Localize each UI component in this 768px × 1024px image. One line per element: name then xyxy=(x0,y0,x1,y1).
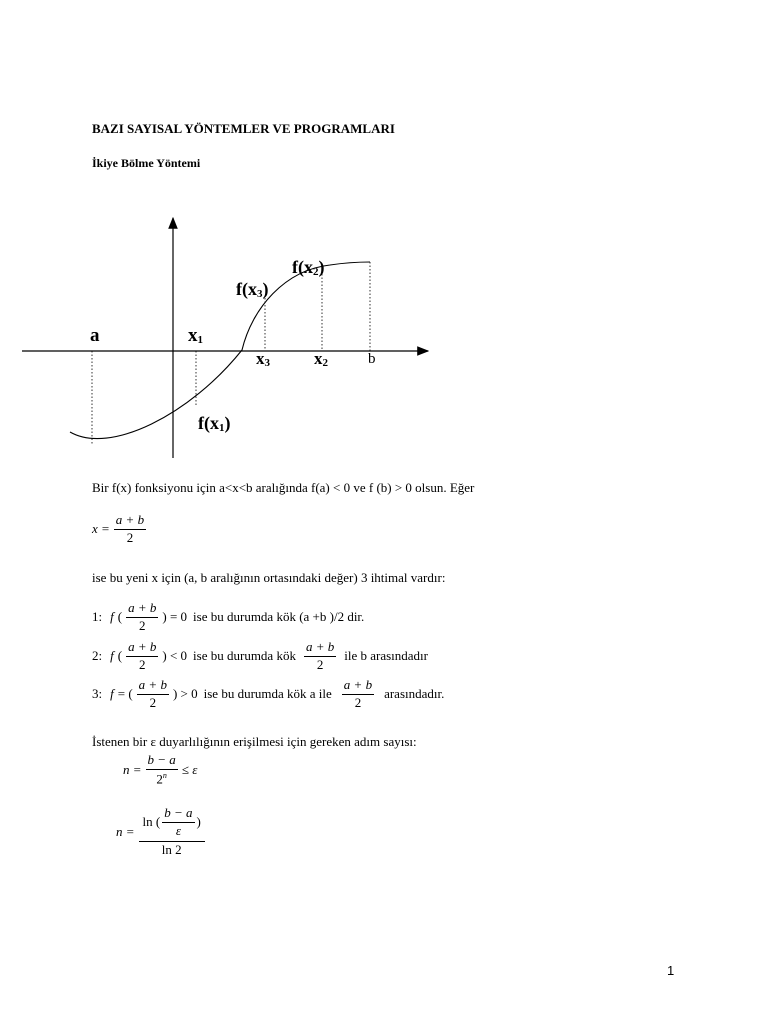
case-3-rel: ) > 0 xyxy=(172,686,198,702)
formula-n1 xyxy=(123,753,197,787)
case-2-frac-num: a + b xyxy=(304,640,336,657)
label-x2: x2 xyxy=(314,349,328,369)
case-3 xyxy=(92,678,444,711)
formula-n1-lhs: n = xyxy=(123,762,142,778)
formula-n2-bottom: ln 2 xyxy=(161,841,182,857)
case-3-den: 2 xyxy=(149,694,157,710)
case-2-text: ise bu durumda kök xyxy=(193,648,296,664)
label-x3: x3 xyxy=(256,349,270,369)
formula-x xyxy=(92,513,146,546)
function-curve xyxy=(70,262,370,439)
formula-n2-num: b − a xyxy=(162,806,194,823)
formula-n1-rel: ≤ ε xyxy=(181,762,198,778)
case-2-rel: ) < 0 xyxy=(162,648,188,664)
bisection-figure xyxy=(0,200,460,470)
formula-n1-num: b − a xyxy=(146,753,178,770)
case-1-rel: ) = 0 xyxy=(162,609,188,625)
formula-n1-den: 2 xyxy=(156,771,163,787)
formula-n2-den: ε xyxy=(175,822,181,838)
case-3-num: a + b xyxy=(137,678,169,695)
formula-n2-ln: ln ( xyxy=(142,813,161,829)
formula-x-lhs: x = xyxy=(92,521,110,537)
section-title: İkiye Bölme Yöntemi xyxy=(92,156,201,170)
formula-x-num: a + b xyxy=(114,513,146,530)
case-3-frac-num: a + b xyxy=(342,678,374,695)
formula-x-den: 2 xyxy=(126,529,134,545)
case-2-open: ( xyxy=(117,648,123,664)
case-1-text: ise bu durumda kök (a +b )/2 dir. xyxy=(193,609,365,625)
intro-paragraph: Bir f(x) fonksiyonu için a<x<b aralığında f(a) < 0 ve f (b) > 0 olsun. Eğer xyxy=(92,480,475,495)
case-1-open: ( xyxy=(117,609,123,625)
case-2-frac-den: 2 xyxy=(316,656,324,672)
label-fx1: f(x1) xyxy=(198,413,231,434)
case-3-text: ise bu durumda kök a ile xyxy=(203,686,332,702)
case-1-num: a + b xyxy=(126,601,158,618)
case-2 xyxy=(92,640,428,673)
case-1-den: 2 xyxy=(138,617,146,633)
case-2-num: a + b xyxy=(126,640,158,657)
case-1-index: 1: xyxy=(92,609,103,625)
case-2-f: f xyxy=(110,648,114,664)
case-3-f: f xyxy=(110,686,114,702)
label-a: a xyxy=(90,325,100,346)
formula-n2 xyxy=(116,806,205,858)
page-title: BAZI SAYISAL YÖNTEMLER VE PROGRAMLARI xyxy=(92,121,395,136)
label-fx3: f(x3) xyxy=(236,279,269,300)
case-1 xyxy=(92,601,364,634)
case-2-den: 2 xyxy=(138,656,146,672)
case-2-text2: ile b arasındadır xyxy=(344,648,428,664)
formula-n2-lhs: n = xyxy=(116,823,135,839)
case-3-frac-den: 2 xyxy=(354,694,362,710)
possibilities-paragraph: ise bu yeni x için (a, b aralığının ortasındaki değer) 3 ihtimal vardır: xyxy=(92,570,446,585)
page-number: 1 xyxy=(667,963,675,978)
label-x1: x1 xyxy=(188,325,203,346)
steps-paragraph: İstenen bir ε duyarlılığının erişilmesi için gereken adım sayısı: xyxy=(92,734,417,749)
case-3-index: 3: xyxy=(92,686,103,702)
case-3-open: = ( xyxy=(117,686,133,702)
formula-n1-den-sup: n xyxy=(162,770,167,780)
formula-n2-close: ) xyxy=(196,813,201,829)
case-2-index: 2: xyxy=(92,648,103,664)
case-3-text2: arasındadır. xyxy=(384,686,445,702)
label-fx2: f(x2) xyxy=(292,257,325,278)
case-1-f: f xyxy=(110,609,114,625)
label-b: b xyxy=(368,351,376,367)
